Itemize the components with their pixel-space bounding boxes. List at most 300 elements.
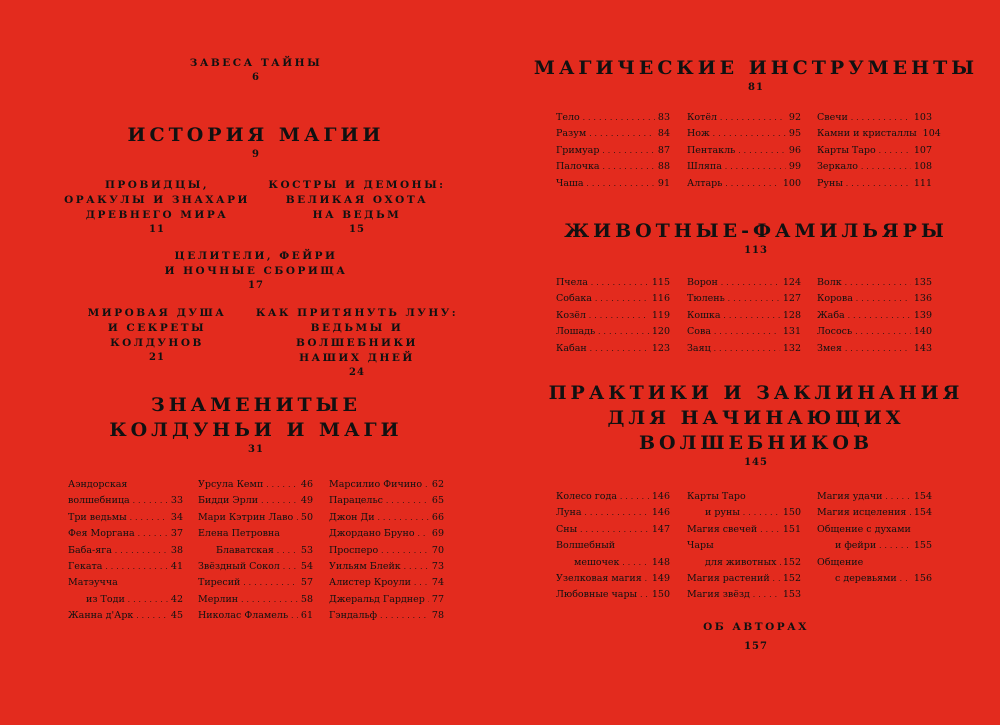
leader-dots [589, 308, 649, 324]
toc-entry[interactable] [687, 110, 801, 126]
entry-page-number: 139 [913, 309, 932, 321]
toc-subsection-mirovaya-dusha[interactable] [52, 306, 262, 365]
leader-dots [128, 592, 168, 608]
subsection-line: И СЕКРЕТЫ [107, 322, 207, 334]
entry-label: волшебница [68, 495, 130, 507]
leader-dots [851, 110, 911, 126]
entry-label: Нож [687, 128, 710, 140]
page-number: 17 [248, 280, 264, 291]
leader-dots [714, 341, 780, 357]
entry-page-number: 45 [170, 610, 183, 622]
entry-page-number: 104 [922, 128, 941, 140]
page-number: 11 [149, 224, 165, 235]
leader-dots [583, 110, 655, 126]
toc-section-ob-avtorakh[interactable] [512, 620, 1000, 654]
leader-dots [105, 559, 167, 575]
toc-entry[interactable] [817, 505, 932, 521]
toc-entry[interactable] [687, 143, 801, 159]
entry-label: Палочка [556, 161, 600, 173]
toc-entry[interactable] [687, 275, 801, 291]
entry-page-number: 146 [651, 507, 670, 519]
toc-entry[interactable] [68, 493, 183, 509]
toc-entry[interactable] [68, 608, 183, 624]
entry-page-number: 140 [913, 326, 932, 338]
leader-dots [138, 526, 168, 542]
toc-entry[interactable] [556, 571, 670, 587]
entry-label: Волшебный [556, 540, 616, 552]
page-number: 9 [252, 149, 260, 160]
section-title-line: ДЛЯ НАЧИНАЮЩИХ [607, 407, 905, 429]
entry-label: и руны [705, 507, 740, 519]
toc-entry[interactable] [68, 477, 183, 493]
entry-label: Чары [687, 540, 714, 552]
toc-entry[interactable] [68, 543, 183, 559]
entry-label: Заяц [687, 342, 711, 354]
toc-entry[interactable] [817, 143, 932, 159]
toc-entry[interactable] [329, 493, 444, 509]
toc-entry[interactable] [687, 324, 801, 340]
toc-entry[interactable] [198, 575, 313, 591]
toc-entry[interactable] [198, 493, 313, 509]
toc-entry[interactable] [817, 555, 932, 571]
entry-label: Кошка [687, 309, 721, 321]
entry-page-number: 88 [657, 161, 670, 173]
toc-entry[interactable] [817, 275, 932, 291]
toc-entry[interactable] [556, 538, 670, 554]
entry-label: из Тоди [86, 593, 125, 605]
entry-label: Камни и кристаллы [817, 128, 917, 140]
entry-label: Марсилио Фичино [329, 479, 423, 490]
entry-page-number: 66 [431, 511, 444, 523]
entry-page-number: 92 [788, 112, 801, 123]
toc-entry[interactable] [687, 571, 801, 587]
toc-entry[interactable] [68, 592, 183, 608]
entry-label: Жанна д'Арк [68, 610, 134, 622]
leader-dots [848, 308, 911, 324]
entry-label: Бидди Эрли [198, 495, 259, 507]
entry-label: Сова [687, 326, 712, 338]
toc-entry[interactable] [817, 489, 932, 505]
entry-page-number: 50 [300, 511, 313, 523]
entry-page-number: 49 [300, 495, 313, 507]
leader-dots [622, 555, 648, 571]
entry-label: Елена Петровна [198, 528, 280, 540]
toc-entry[interactable] [329, 543, 444, 559]
entry-page-number: 41 [170, 561, 183, 573]
entry-page-number: 115 [651, 277, 670, 288]
toc-entry[interactable] [817, 571, 932, 587]
subsection-line: ДРЕВНЕГО МИРА [85, 209, 229, 221]
entry-page-number: 65 [431, 495, 444, 507]
entry-page-number: 124 [782, 277, 801, 288]
toc-entry[interactable] [556, 275, 670, 291]
toc-entry[interactable] [556, 126, 670, 142]
toc-entry[interactable] [817, 159, 932, 175]
entry-page-number: 135 [913, 277, 932, 288]
leader-dots [130, 510, 168, 526]
leader-dots [414, 575, 429, 591]
toc-entry[interactable] [817, 126, 941, 142]
leader-dots [380, 608, 429, 624]
instruments-column-3 [817, 110, 941, 192]
practices-column-2 [687, 489, 801, 604]
entry-label: Алистер Кроули [329, 577, 411, 589]
section-title: МАГИЧЕСКИЕ ИНСТРУМЕНТЫ [533, 57, 979, 79]
toc-entry[interactable] [329, 510, 444, 526]
page-number: 145 [744, 457, 768, 468]
entry-label: Котёл [687, 112, 717, 123]
toc-entry[interactable] [556, 324, 670, 340]
entry-page-number: 154 [913, 491, 932, 502]
page-number: 31 [248, 444, 264, 455]
toc-entry[interactable] [817, 176, 932, 192]
subsection-line: КОСТРЫ И ДЕМОНЫ: [268, 179, 446, 191]
entry-label: Чаша [556, 177, 584, 189]
toc-subsection-luna[interactable] [252, 306, 462, 380]
entry-label: и фейри [835, 540, 877, 552]
entry-page-number: 100 [782, 177, 801, 189]
entry-page-number: 37 [170, 528, 183, 540]
entry-page-number: 156 [913, 573, 932, 585]
toc-entry[interactable] [687, 126, 801, 142]
entry-page-number: 116 [651, 293, 670, 305]
leader-dots [418, 526, 429, 542]
leader-dots [724, 308, 780, 324]
toc-entry[interactable] [687, 555, 801, 571]
entry-label: Карты Таро [817, 144, 876, 156]
leader-dots [720, 110, 786, 126]
entry-label: Мерлин [198, 593, 239, 605]
toc-section-znamenitye[interactable] [0, 393, 512, 457]
toc-entry[interactable] [556, 522, 670, 538]
entry-page-number: 146 [651, 491, 670, 502]
leader-dots [738, 143, 786, 159]
toc-section-zavesa[interactable] [0, 56, 512, 85]
leader-dots [296, 510, 298, 526]
subsection-line: КОЛДУНОВ [110, 337, 204, 349]
leader-dots [855, 324, 911, 340]
leader-dots [909, 505, 910, 521]
entry-label: Фея Моргана [68, 528, 135, 540]
entry-label: Звёздный Сокол [198, 561, 280, 573]
entry-label: Гэндальф [329, 610, 378, 622]
entry-page-number: 74 [431, 577, 444, 589]
entry-page-number: 84 [657, 128, 670, 140]
leader-dots [580, 522, 649, 538]
toc-section-instrumenty[interactable] [512, 56, 1000, 95]
subsection-line: НА ВЕДЬМ [312, 209, 402, 221]
entry-page-number: 103 [913, 112, 932, 123]
entry-page-number: 111 [913, 177, 932, 189]
leader-dots [428, 592, 429, 608]
toc-section-praktiki[interactable] [512, 381, 1000, 470]
toc-entry[interactable] [329, 608, 444, 624]
leader-dots [587, 176, 655, 192]
subsection-line: ВЕЛИКАЯ ОХОТА [285, 194, 429, 206]
toc-entry[interactable] [687, 308, 801, 324]
entry-label: Лошадь [556, 326, 596, 338]
toc-entry[interactable] [817, 522, 932, 538]
entry-label: мешочек [574, 556, 620, 568]
entry-page-number: 77 [431, 593, 444, 605]
entry-page-number: 62 [431, 479, 444, 490]
entry-page-number: 132 [782, 342, 801, 354]
entry-page-number: 46 [300, 479, 313, 490]
subsection-line: КАК ПРИТЯНУТЬ ЛУНУ: [255, 307, 459, 319]
entry-label: Магия исцеления [817, 507, 907, 519]
toc-entry[interactable] [556, 341, 670, 357]
leader-dots [725, 159, 786, 175]
toc-entry[interactable] [556, 489, 670, 505]
entry-page-number: 38 [170, 544, 183, 556]
entry-label: Руны [817, 177, 843, 189]
toc-section-familyary[interactable] [512, 219, 1000, 258]
page-number: 21 [149, 352, 165, 363]
entry-label: Узелковая магия [556, 573, 642, 585]
entry-label: Уильям Блейк [329, 561, 401, 573]
subsection-line: ЦЕЛИТЕЛИ, ФЕЙРИ [174, 250, 338, 262]
entry-page-number: 131 [782, 326, 801, 338]
toc-entry[interactable] [68, 510, 183, 526]
page-number: 15 [349, 224, 365, 235]
leader-dots [598, 324, 649, 340]
leader-dots [115, 543, 168, 559]
toc-entry[interactable] [329, 592, 444, 608]
section-title-line: ПРАКТИКИ И ЗАКЛИНАНИЯ [548, 382, 964, 404]
entry-page-number: 143 [913, 342, 932, 354]
toc-entry[interactable] [329, 526, 444, 542]
entry-label: Баба-яга [68, 544, 112, 556]
instruments-column-1 [556, 110, 670, 192]
leader-dots [728, 291, 780, 307]
toc-entry[interactable] [556, 291, 670, 307]
names-column-2 [198, 477, 313, 625]
entry-label: Геката [68, 561, 103, 573]
leader-dots [291, 608, 298, 624]
entry-label: Кабан [556, 342, 587, 354]
toc-entry[interactable] [687, 291, 801, 307]
leader-dots [645, 571, 649, 587]
toc-entry[interactable] [687, 341, 801, 357]
leader-dots [595, 291, 649, 307]
leader-dots [277, 543, 298, 559]
page-number: 24 [349, 367, 365, 378]
leader-dots [243, 575, 298, 591]
leader-dots [861, 159, 911, 175]
toc-entry[interactable] [198, 526, 313, 542]
leader-dots [879, 143, 911, 159]
entry-page-number: 152 [782, 573, 801, 585]
section-title: ИСТОРИЯ МАГИИ [127, 124, 385, 146]
section-title: ОБ АВТОРАХ [703, 621, 809, 633]
leader-dots [760, 522, 780, 538]
toc-entry[interactable] [817, 538, 932, 554]
toc-entry[interactable] [329, 575, 444, 591]
entry-page-number: 99 [788, 161, 801, 173]
leader-dots [856, 291, 911, 307]
entry-page-number: 58 [300, 593, 313, 605]
entry-label: Тюлень [687, 293, 725, 305]
toc-entry[interactable] [556, 587, 670, 603]
leader-dots [602, 143, 654, 159]
entry-page-number: 83 [657, 112, 670, 123]
entry-page-number: 73 [431, 561, 444, 573]
entry-page-number: 120 [651, 326, 670, 338]
entry-label: Три ведьмы [68, 511, 127, 523]
leader-dots [845, 275, 911, 291]
toc-entry[interactable] [817, 291, 932, 307]
entry-label: Джеральд Гарднер [329, 593, 425, 605]
entry-label: Джон Ди [329, 511, 375, 523]
toc-entry[interactable] [687, 522, 801, 538]
leader-dots [266, 477, 298, 493]
leader-dots [845, 341, 911, 357]
entry-label: Козёл [556, 309, 586, 321]
toc-subsection-tseliteli[interactable] [0, 249, 512, 293]
toc-entry[interactable] [329, 477, 444, 493]
entry-page-number: 119 [651, 309, 670, 321]
practices-column-3 [817, 489, 932, 587]
entry-label: Общение [817, 556, 864, 568]
toc-subsection-kostry[interactable] [252, 178, 462, 237]
toc-entry[interactable] [68, 575, 183, 591]
entry-page-number: 150 [651, 589, 670, 601]
toc-entry[interactable] [556, 143, 670, 159]
names-column-1 [68, 477, 183, 625]
entry-label: Зеркало [817, 161, 858, 173]
toc-entry[interactable] [68, 526, 183, 542]
entry-page-number: 70 [431, 544, 444, 556]
entry-label: Парацельс [329, 495, 383, 507]
entry-label: Карты Таро [687, 491, 746, 502]
entry-label: Собака [556, 293, 592, 305]
entry-page-number: 53 [300, 544, 313, 556]
leader-dots [404, 559, 429, 575]
toc-entry[interactable] [687, 489, 801, 505]
section-title-line: КОЛДУНЬИ И МАГИ [109, 419, 403, 441]
entry-page-number: 69 [431, 528, 444, 540]
page-number: 81 [748, 82, 764, 93]
toc-entry[interactable] [556, 176, 670, 192]
entry-page-number: 54 [300, 561, 313, 573]
leader-dots [721, 275, 780, 291]
leader-dots [136, 608, 168, 624]
toc-entry[interactable] [556, 110, 670, 126]
leader-dots [585, 505, 649, 521]
toc-subsection-providtsy[interactable] [52, 178, 262, 237]
entry-label: Гримуар [556, 144, 600, 156]
entry-label: Луна [556, 507, 582, 519]
leader-dots [261, 493, 298, 509]
familiars-column-1 [556, 275, 670, 357]
toc-section-istoriya[interactable] [0, 123, 512, 162]
toc-entry[interactable] [329, 559, 444, 575]
entry-page-number: 136 [913, 293, 932, 305]
toc-entry[interactable] [198, 477, 313, 493]
entry-label: Аэндорская [68, 479, 128, 490]
leader-dots [381, 543, 429, 559]
toc-entry[interactable] [817, 110, 932, 126]
subsection-line: ОРАКУЛЫ И ЗНАХАРИ [64, 194, 250, 206]
practices-column-1 [556, 489, 670, 604]
leader-dots [241, 592, 298, 608]
entry-label: Просперо [329, 544, 379, 556]
names-column-3 [329, 477, 444, 625]
entry-label: Жаба [817, 309, 845, 321]
entry-page-number: 96 [788, 144, 801, 156]
entry-label: Блаватская [216, 544, 274, 556]
leader-dots [133, 493, 168, 509]
familiars-column-3 [817, 275, 932, 357]
entry-label: с деревьями [835, 573, 897, 585]
entry-label: Общение с духами [817, 523, 911, 535]
toc-entry[interactable] [687, 176, 801, 192]
leader-dots [743, 505, 780, 521]
section-title: ЗАВЕСА ТАЙНЫ [189, 57, 323, 69]
entry-label: Сны [556, 523, 578, 535]
toc-entry[interactable] [198, 543, 313, 559]
toc-entry[interactable] [817, 308, 932, 324]
entry-page-number: 154 [913, 507, 932, 519]
entry-label: Магия удачи [817, 491, 883, 502]
entry-label: Тело [556, 112, 580, 123]
leader-dots [846, 176, 911, 192]
toc-entry[interactable] [687, 538, 801, 554]
toc-entry[interactable] [198, 559, 313, 575]
toc-entry[interactable] [556, 505, 670, 521]
entry-label: Мари Кэтрин Лаво [198, 511, 294, 523]
toc-entry[interactable] [198, 608, 313, 624]
toc-entry[interactable] [556, 555, 670, 571]
page-number: 113 [744, 245, 768, 256]
entry-label: Пентакль [687, 144, 736, 156]
entry-label: Тиресий [198, 577, 241, 589]
entry-page-number: 149 [651, 573, 670, 585]
toc-entry[interactable] [68, 559, 183, 575]
leader-dots [773, 571, 780, 587]
entry-label: Корова [817, 293, 853, 305]
toc-entry[interactable] [817, 324, 932, 340]
entry-label: Свечи [817, 112, 848, 123]
toc-entry[interactable] [817, 341, 932, 357]
leader-dots [713, 126, 786, 142]
entry-label: Ворон [687, 277, 718, 288]
leader-dots [885, 489, 910, 505]
entry-page-number: 34 [170, 511, 183, 523]
subsection-line: И НОЧНЫЕ СБОРИЩА [164, 265, 348, 277]
toc-entry[interactable] [198, 510, 313, 526]
page-number: 6 [252, 72, 260, 83]
leader-dots [591, 275, 649, 291]
toc-entry[interactable] [198, 592, 313, 608]
leader-dots [640, 587, 649, 603]
toc-entry[interactable] [687, 505, 801, 521]
subsection-line: ВЕДЬМЫ И ВОЛШЕБНИКИ [296, 322, 418, 349]
entry-page-number: 33 [170, 495, 183, 507]
subsection-line: НАШИХ ДНЕЙ [299, 352, 415, 364]
entry-page-number: 127 [782, 293, 801, 305]
instruments-column-2 [687, 110, 801, 192]
toc-entry[interactable] [687, 159, 801, 175]
leader-dots [900, 571, 911, 587]
entry-page-number: 78 [431, 610, 444, 622]
page-number: 157 [744, 641, 768, 652]
toc-entry[interactable] [556, 308, 670, 324]
toc-entry[interactable] [556, 159, 670, 175]
entry-page-number: 152 [782, 556, 801, 568]
toc-entry[interactable] [687, 587, 801, 603]
entry-label: Магия звёзд [687, 589, 750, 601]
